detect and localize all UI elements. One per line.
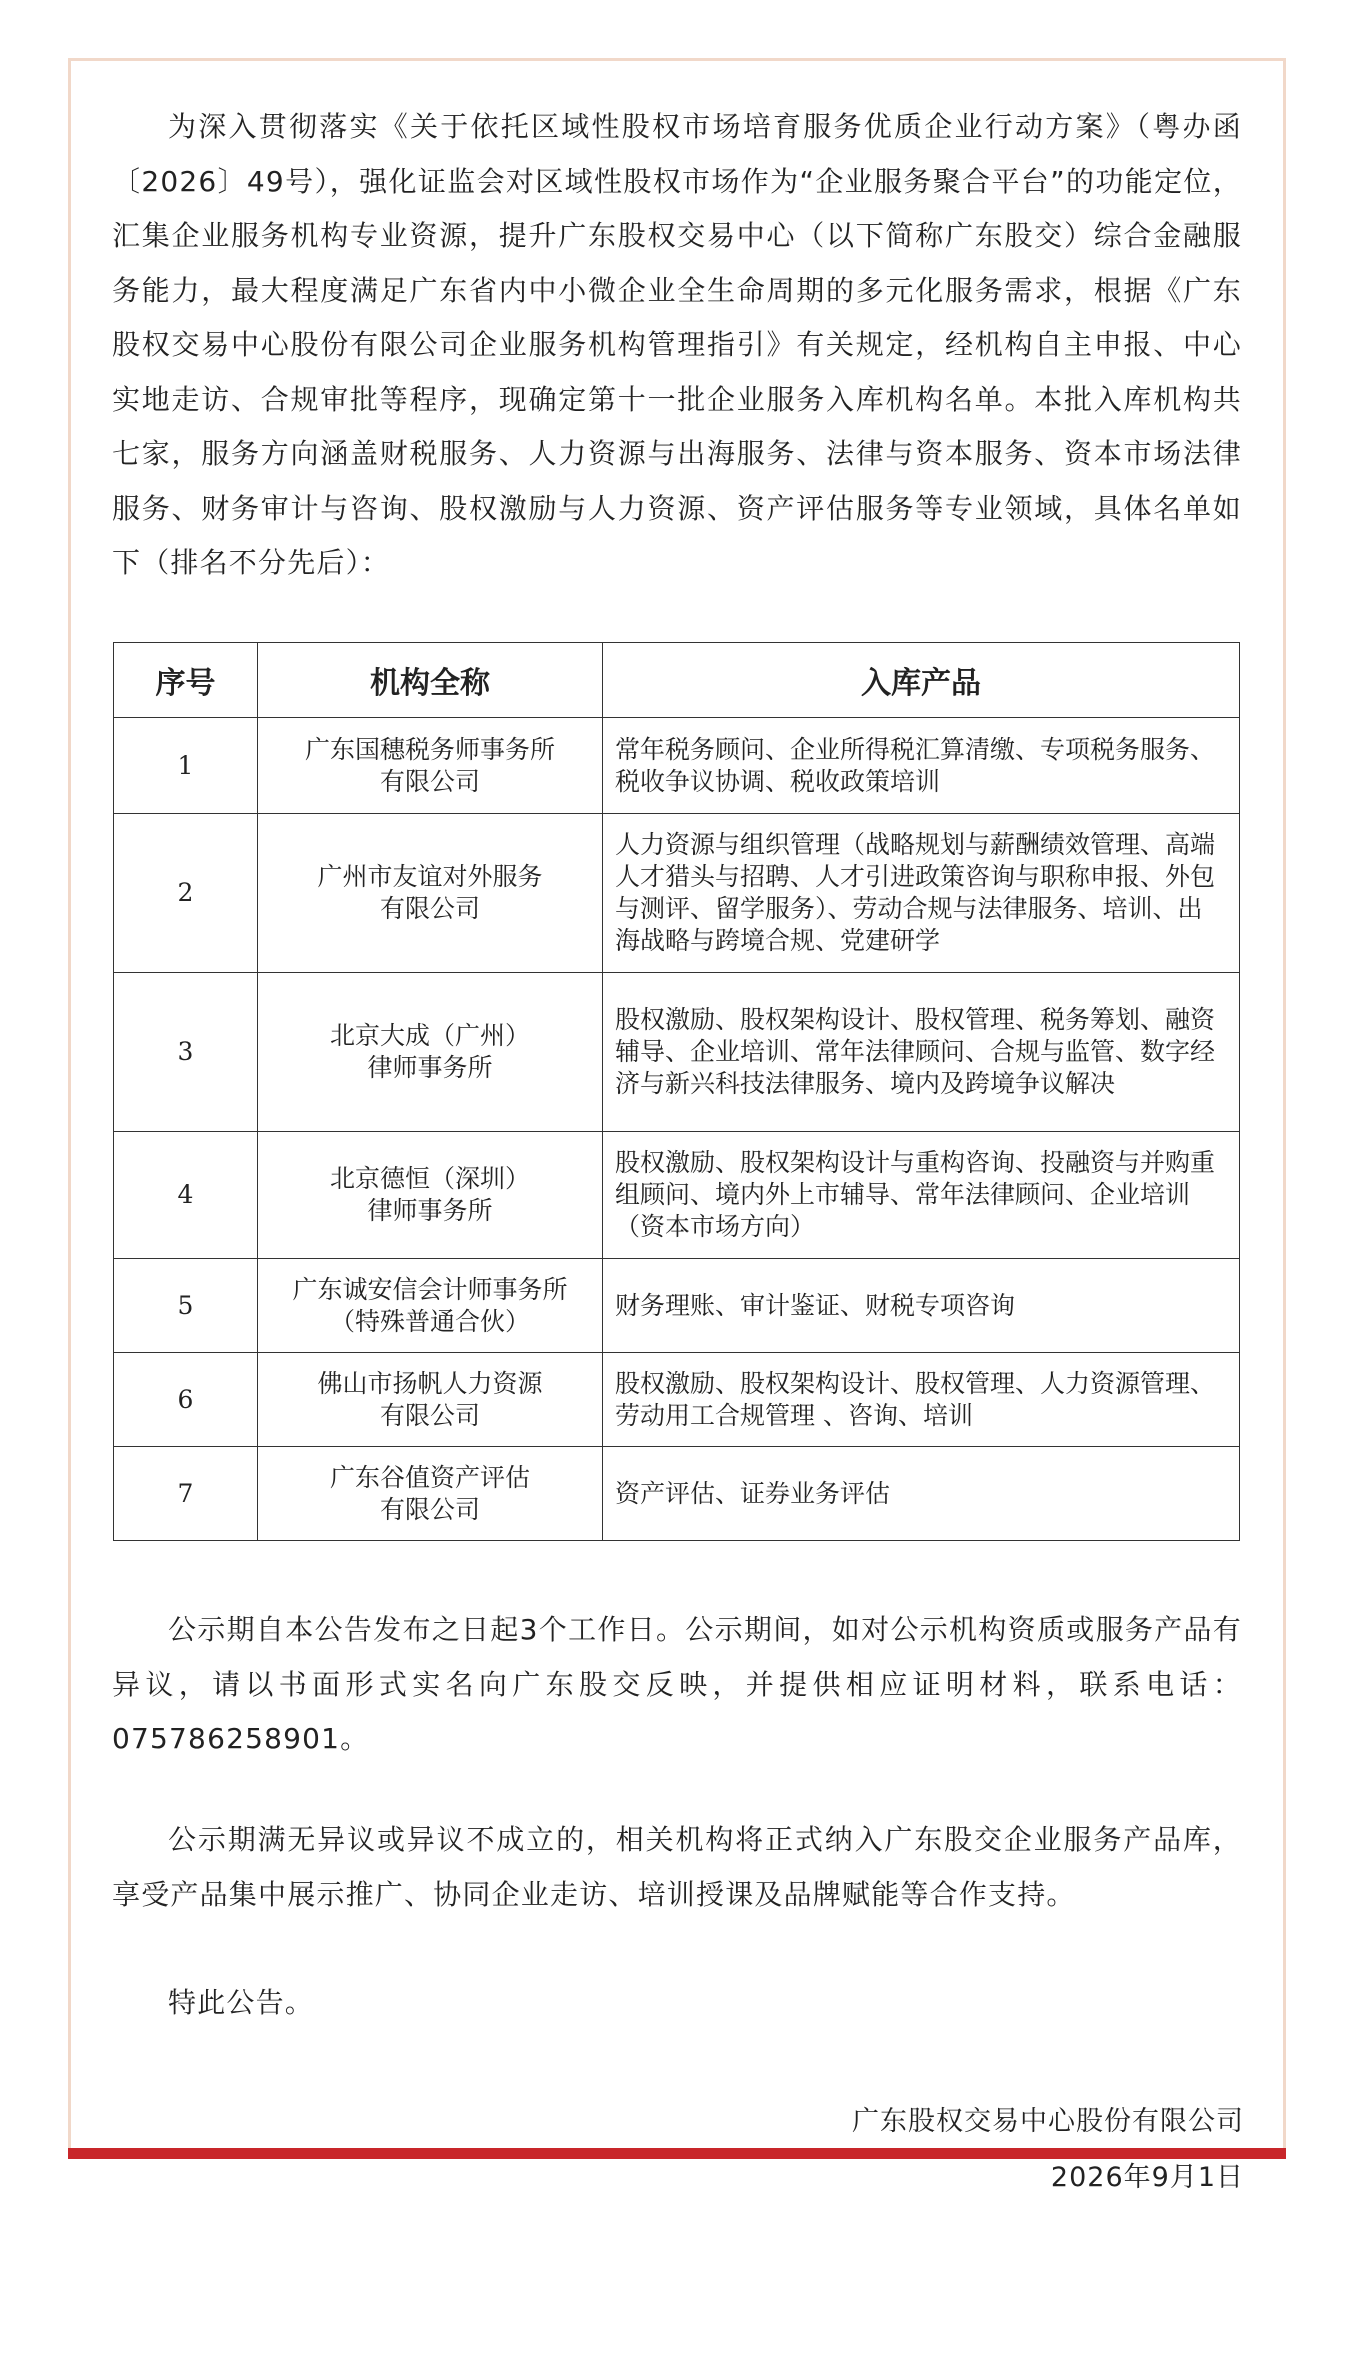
outcome-paragraph: 公示期满无异议或异议不成立的，相关机构将正式纳入广东股交企业服务产品库，享受产品集中展示推广、协同企业走访、培训授课及品牌赋能等合作支持。 bbox=[112, 1823, 1242, 1911]
row-number: 4 bbox=[114, 1132, 258, 1259]
header-institution: 机构全称 bbox=[258, 643, 603, 718]
table-row bbox=[114, 1353, 1240, 1447]
products-cell: 资产评估、证券业务评估 bbox=[603, 1447, 1240, 1541]
row-number: 7 bbox=[114, 1447, 258, 1541]
products-cell: 财务理账、审计鉴证、财税专项咨询 bbox=[603, 1259, 1240, 1353]
table-row bbox=[114, 1259, 1240, 1353]
row-number: 5 bbox=[114, 1259, 258, 1353]
row-number: 6 bbox=[114, 1353, 258, 1447]
table-row bbox=[114, 718, 1240, 814]
products-cell: 股权激励、股权架构设计、股权管理、税务筹划、融资辅导、企业培训、常年法律顾问、合规与监管、数字经济与新兴科技法律服务、境内及跨境争议解决 bbox=[603, 973, 1240, 1132]
products-cell: 股权激励、股权架构设计与重构咨询、投融资与并购重组顾问、境内外上市辅导、常年法律顾问、企业培训（资本市场方向） bbox=[603, 1132, 1240, 1259]
products-cell: 股权激励、股权架构设计、股权管理、人力资源管理、劳动用工合规管理 、咨询、培训 bbox=[603, 1353, 1240, 1447]
products-cell: 人力资源与组织管理（战略规划与薪酬绩效管理、高端人才猎头与招聘、人才引进政策咨询与职称申报、外包与测评、留学服务）、劳动合规与法律服务、培训、出海战略与跨境合规、党建研学 bbox=[603, 814, 1240, 973]
table-row bbox=[114, 973, 1240, 1132]
institution-name: 广州市友谊对外服务 有限公司 bbox=[258, 814, 603, 973]
signature-organization: 广东股权交易中心股份有限公司 bbox=[852, 2106, 1244, 2137]
row-number: 2 bbox=[114, 814, 258, 973]
institution-name: 广东国穗税务师事务所 有限公司 bbox=[258, 718, 603, 814]
institution-name: 北京大成（广州） 律师事务所 bbox=[258, 973, 603, 1132]
header-number: 序号 bbox=[114, 643, 258, 718]
table-row bbox=[114, 1132, 1240, 1259]
institution-name: 广东诚安信会计师事务所 （特殊普通合伙） bbox=[258, 1259, 603, 1353]
closing-paragraph: 特此公告。 bbox=[168, 1986, 315, 2019]
accent-bar bbox=[68, 2148, 1286, 2159]
row-number: 3 bbox=[114, 973, 258, 1132]
table-row bbox=[114, 814, 1240, 973]
header-products: 入库产品 bbox=[603, 643, 1240, 718]
institution-name: 北京德恒（深圳） 律师事务所 bbox=[258, 1132, 603, 1259]
row-number: 1 bbox=[114, 718, 258, 814]
signature-date: 2026年9月1日 bbox=[1050, 2162, 1244, 2193]
intro-paragraph: 为深入贯彻落实《关于依托区域性股权市场培育服务优质企业行动方案》（粤办函〔2026〕49号），强化证监会对区域性股权市场作为“企业服务聚合平台”的功能定位，汇集企业服务机构专业资源，提升广东股权交易中心（以下简称广东股交）综合金融服务能力，最大程度满足广东省内中小微企业全生命周期的多元化服务需求，根据《广东股权交易中心股份有限公司企业服务机构管理指引》有关规定，经机构自主申报、中心实地走访、合规审批等程序，现确定第十一批企业服务入库机构名单。本批入库机构共七家，服务方向涵盖财税服务、人力资源与出海服务、法律与资本服务、资本市场法律服务、财务审计与咨询、股权激励与人力资源、资产评估服务等专业领域，具体名单如下（排名不分先后）： bbox=[112, 110, 1242, 579]
table-row bbox=[114, 1447, 1240, 1541]
institution-name: 广东谷值资产评估 有限公司 bbox=[258, 1447, 603, 1541]
publicity-paragraph: 公示期自本公告发布之日起3个工作日。公示期间，如对公示机构资质或服务产品有异议，请以书面形式实名向广东股交反映，并提供相应证明材料，联系电话：075786258901。 bbox=[112, 1613, 1242, 1755]
institution-name: 佛山市扬帆人力资源 有限公司 bbox=[258, 1353, 603, 1447]
products-cell: 常年税务顾问、企业所得税汇算清缴、专项税务服务、税收争议协调、税收政策培训 bbox=[603, 718, 1240, 814]
institution-table bbox=[113, 642, 1240, 1541]
table-header-row bbox=[114, 643, 1240, 718]
